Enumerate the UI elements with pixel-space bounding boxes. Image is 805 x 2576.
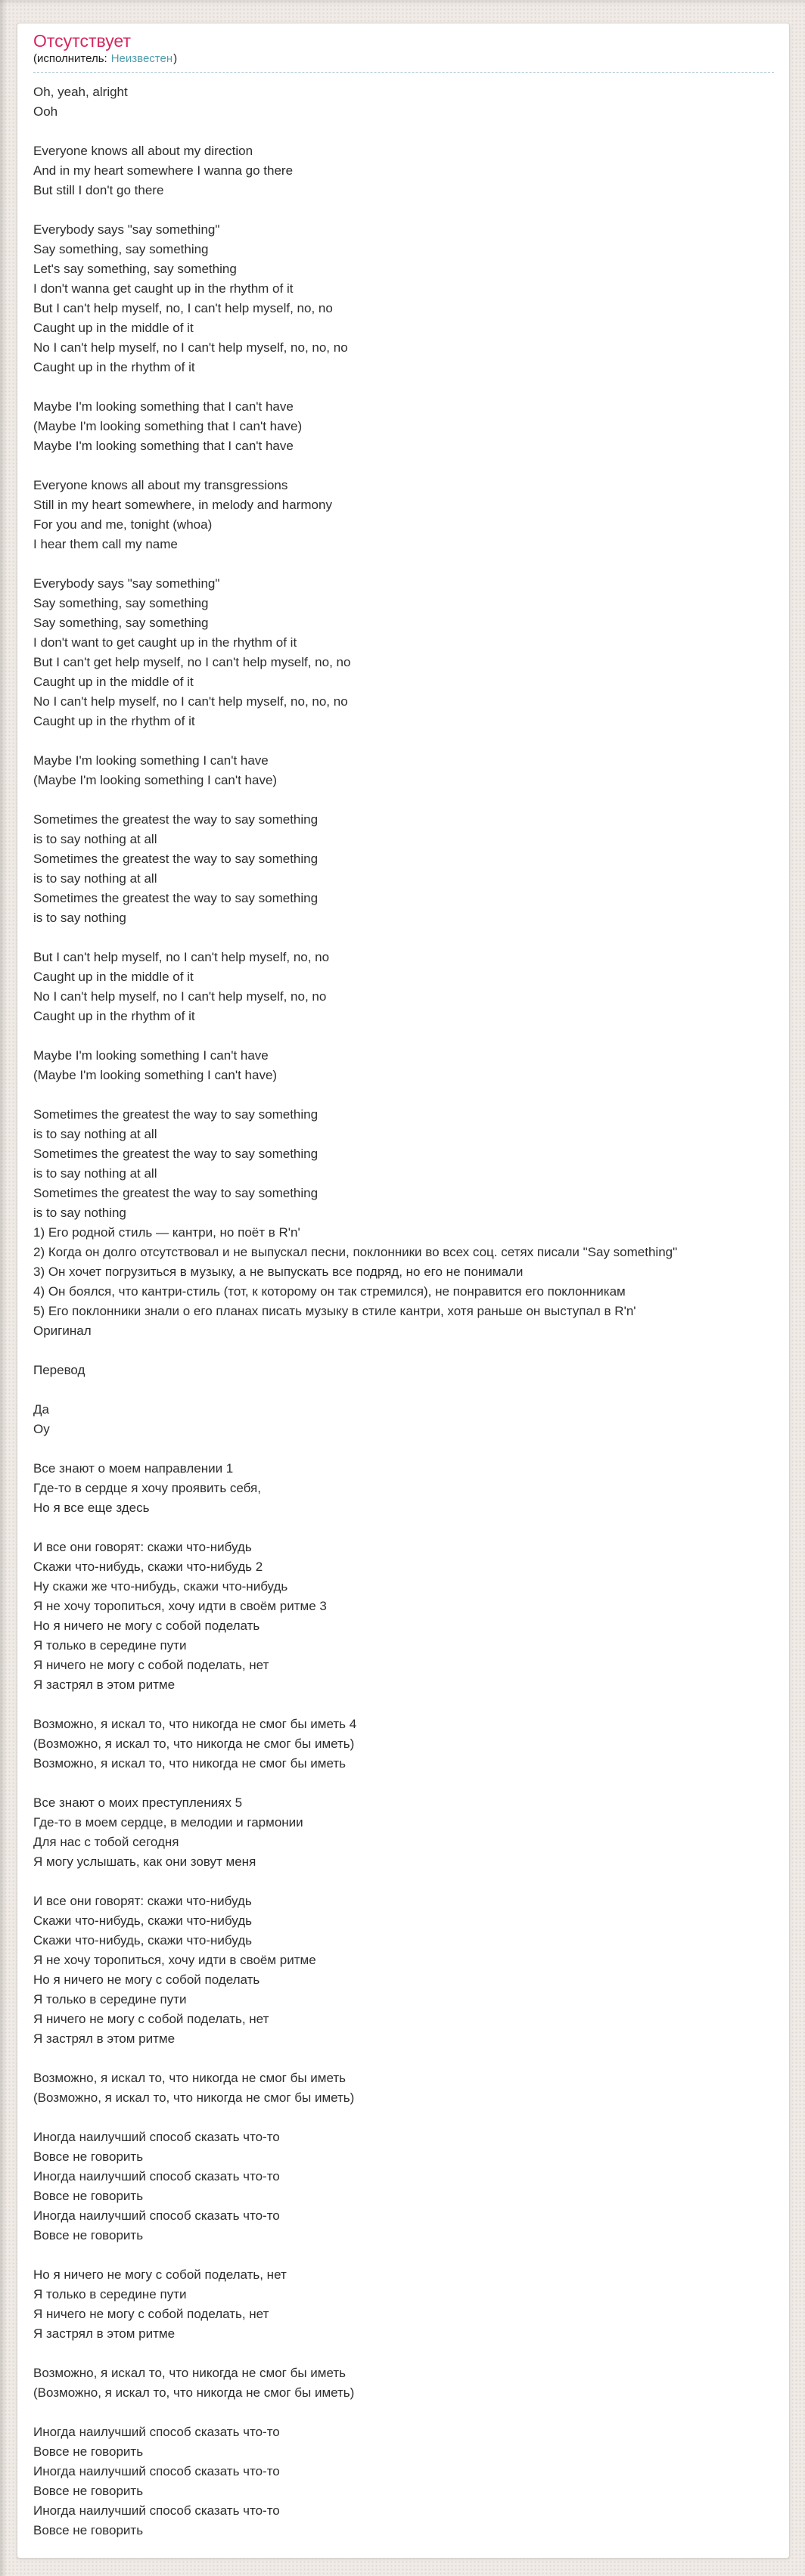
- lyrics-line: Ooh: [33, 104, 58, 119]
- lyrics-line: is to say nothing at all: [33, 1166, 157, 1181]
- lyrics-panel: [17, 23, 790, 2559]
- lyrics-line: Вовсе не говорить: [33, 2523, 144, 2537]
- lyrics-line: Скажи что-нибудь, скажи что-нибудь 2: [33, 1560, 263, 1574]
- lyrics-line: Ну скажи же что-нибудь, скажи что-нибудь: [33, 1579, 288, 1594]
- lyrics-line: (Maybe I'm looking something I can't have): [33, 773, 278, 787]
- lyrics-line: 2) Когда он долго отсутствовал и не выпускал песни, поклонники во всех соц. сетях писали "Say something": [33, 1245, 678, 1259]
- lyrics-line: [33, 2245, 774, 2265]
- lyrics-line: (Maybe I'm looking something I can't have): [33, 1068, 278, 1082]
- lyrics-line: Скажи что-нибудь, скажи что-нибудь: [33, 1933, 252, 1948]
- lyrics-line: Everyone knows all about my transgressions: [33, 478, 288, 492]
- lyrics-line: Но я ничего не могу с собой поделать, нет: [33, 2267, 287, 2282]
- lyrics-line: [33, 1774, 774, 1793]
- lyrics-line: [33, 1439, 774, 1459]
- lyrics-line: Я только в середине пути: [33, 2287, 187, 2301]
- lyrics-line: Вовсе не говорить: [33, 2228, 144, 2242]
- lyrics-line: But I can't get help myself, no I can't help myself, no, no: [33, 655, 351, 669]
- artist-link[interactable]: Неизвестен: [110, 52, 173, 65]
- lyrics-line: Sometimes the greatest the way to say something: [33, 1186, 319, 1200]
- lyrics-line: Sometimes the greatest the way to say something: [33, 852, 319, 866]
- lyrics-line: But I can't help myself, no, I can't help myself, no, no: [33, 301, 333, 315]
- lyrics-line: Я только в середине пути: [33, 1638, 187, 1653]
- lyrics-line: [33, 1695, 774, 1715]
- lyrics-line: Иногда наилучший способ сказать что-то: [33, 2130, 280, 2144]
- lyrics-line: Я застрял в этом ритме: [33, 2031, 176, 2046]
- lyrics-line: is to say nothing at all: [33, 832, 157, 846]
- lyrics-line: 4) Он боялся, что кантри-стиль (тот, к которому он так стремился), не понравится его поклонникам: [33, 1284, 626, 1299]
- lyrics-line: Вовсе не говорить: [33, 2484, 144, 2498]
- lyrics-line: Caught up in the middle of it: [33, 970, 194, 984]
- artist-label: (исполнитель:: [33, 52, 107, 65]
- lyrics-line: [33, 731, 774, 751]
- lyrics-line: [33, 554, 774, 574]
- lyrics-line: Где-то в моем сердце, в мелодии и гармонии: [33, 1815, 303, 1830]
- lyrics-line: [33, 2049, 774, 2069]
- lyrics-line: Иногда наилучший способ сказать что-то: [33, 2425, 280, 2439]
- lyrics-line: Но я ничего не могу с собой поделать: [33, 1619, 260, 1633]
- lyrics-line: I hear them call my name: [33, 537, 178, 551]
- lyrics-text: [33, 82, 774, 2540]
- lyrics-line: I don't wanna get caught up in the rhythm of it: [33, 281, 294, 296]
- lyrics-line: Caught up in the middle of it: [33, 675, 194, 689]
- lyrics-line: [33, 790, 774, 810]
- lyrics-line: Вовсе не говорить: [33, 2149, 144, 2164]
- lyrics-line: И все они говорят: скажи что-нибудь: [33, 1540, 252, 1554]
- lyrics-line: Я застрял в этом ритме: [33, 2326, 176, 2341]
- lyrics-line: [33, 200, 774, 220]
- lyrics-line: [33, 2344, 774, 2363]
- lyrics-line: Иногда наилучший способ сказать что-то: [33, 2169, 280, 2183]
- lyrics-line: Maybe I'm looking something I can't have: [33, 1048, 269, 1063]
- lyrics-line: Я не хочу торопиться, хочу идти в своём ритме: [33, 1953, 316, 1967]
- lyrics-line: Maybe I'm looking something that I can't have: [33, 399, 294, 414]
- song-header: [33, 30, 774, 73]
- lyrics-line: Оригинал: [33, 1324, 92, 1338]
- lyrics-line: Say something, say something: [33, 242, 209, 256]
- lyrics-line: Still in my heart somewhere, in melody and harmony: [33, 498, 332, 512]
- lyrics-line: Но я все еще здесь: [33, 1501, 150, 1515]
- lyrics-line: Let's say something, say something: [33, 262, 237, 276]
- lyrics-line: Возможно, я искал то, что никогда не смог бы иметь 4: [33, 1717, 357, 1731]
- lyrics-line: is to say nothing: [33, 911, 126, 925]
- lyrics-line: Но я ничего не могу с собой поделать: [33, 1972, 260, 1987]
- lyrics-line: No I can't help myself, no I can't help myself, no, no, no: [33, 340, 348, 355]
- lyrics-line: Возможно, я искал то, что никогда не смог бы иметь: [33, 1756, 346, 1771]
- lyrics-line: Где-то в сердце я хочу проявить себя,: [33, 1481, 261, 1495]
- lyrics-line: Я ничего не могу с собой поделать, нет: [33, 2307, 269, 2321]
- lyrics-line: [33, 1026, 774, 1046]
- lyrics-line: [33, 1872, 774, 1892]
- lyrics-line: Иногда наилучший способ сказать что-то: [33, 2503, 280, 2518]
- lyrics-line: Все знают о моих преступлениях 5: [33, 1795, 243, 1810]
- lyrics-line: И все они говорят: скажи что-нибудь: [33, 1894, 252, 1908]
- lyrics-line: Say something, say something: [33, 596, 209, 610]
- lyrics-line: 1) Его родной стиль — кантри, но поёт в R'n': [33, 1225, 300, 1240]
- lyrics-line: is to say nothing at all: [33, 1127, 157, 1141]
- lyrics-line: Возможно, я искал то, что никогда не смог бы иметь: [33, 2071, 346, 2085]
- lyrics-line: Everybody says "say something": [33, 222, 220, 237]
- lyrics-line: (Возможно, я искал то, что никогда не смог бы иметь): [33, 2385, 355, 2400]
- lyrics-line: Оу: [33, 1422, 50, 1436]
- lyrics-line: And in my heart somewhere I wanna go there: [33, 163, 294, 178]
- lyrics-line: Oh, yeah, alright: [33, 85, 128, 99]
- lyrics-line: Caught up in the rhythm of it: [33, 714, 195, 728]
- lyrics-line: Я только в середине пути: [33, 1992, 187, 2006]
- lyrics-line: Maybe I'm looking something that I can't have: [33, 439, 294, 453]
- lyrics-line: Я застрял в этом ритме: [33, 1678, 176, 1692]
- lyrics-line: Я ничего не могу с собой поделать, нет: [33, 1658, 269, 1672]
- lyrics-line: Иногда наилучший способ сказать что-то: [33, 2208, 280, 2223]
- lyrics-line: Caught up in the rhythm of it: [33, 360, 195, 374]
- lyrics-line: Everyone knows all about my direction: [33, 144, 253, 158]
- lyrics-line: [33, 1085, 774, 1105]
- page-top-edge: [0, 0, 805, 5]
- lyrics-line: No I can't help myself, no I can't help myself, no, no: [33, 989, 327, 1004]
- lyrics-line: [33, 1380, 774, 1400]
- lyrics-line: is to say nothing: [33, 1206, 126, 1220]
- lyrics-line: But I can't help myself, no I can't help myself, no, no: [33, 950, 330, 964]
- lyrics-line: Caught up in the rhythm of it: [33, 1009, 195, 1023]
- lyrics-line: Перевод: [33, 1363, 85, 1377]
- lyrics-line: Maybe I'm looking something I can't have: [33, 753, 269, 768]
- lyrics-line: Sometimes the greatest the way to say something: [33, 812, 319, 827]
- artist-line: [33, 51, 774, 67]
- artist-close-paren: ): [173, 52, 178, 65]
- lyrics-line: (Maybe I'm looking something that I can't have): [33, 419, 303, 433]
- lyrics-line: Everybody says "say something": [33, 576, 220, 591]
- lyrics-line: [33, 456, 774, 476]
- lyrics-line: Иногда наилучший способ сказать что-то: [33, 2464, 280, 2478]
- lyrics-line: But still I don't go there: [33, 183, 164, 197]
- lyrics-line: [33, 377, 774, 397]
- lyrics-line: Sometimes the greatest the way to say something: [33, 891, 319, 905]
- lyrics-line: Скажи что-нибудь, скажи что-нибудь: [33, 1913, 252, 1928]
- lyrics-line: Возможно, я искал то, что никогда не смог бы иметь: [33, 2366, 346, 2380]
- lyrics-line: 3) Он хочет погрузиться в музыку, а не выпускать все подряд, но его не понимали: [33, 1265, 524, 1279]
- lyrics-line: [33, 1518, 774, 1538]
- lyrics-line: [33, 122, 774, 141]
- lyrics-line: Вовсе не говорить: [33, 2189, 144, 2203]
- lyrics-line: [33, 928, 774, 948]
- lyrics-line: Все знают о моем направлении 1: [33, 1461, 234, 1476]
- lyrics-line: For you and me, tonight (whoa): [33, 517, 213, 532]
- lyrics-line: [33, 2108, 774, 2128]
- lyrics-line: Sometimes the greatest the way to say something: [33, 1107, 319, 1122]
- lyrics-line: Я могу услышать, как они зовут меня: [33, 1854, 256, 1869]
- lyrics-line: Caught up in the middle of it: [33, 321, 194, 335]
- lyrics-line: Sometimes the greatest the way to say something: [33, 1147, 319, 1161]
- lyrics-line: I don't want to get caught up in the rhythm of it: [33, 635, 297, 650]
- lyrics-line: [33, 2403, 774, 2422]
- lyrics-line: Вовсе не говорить: [33, 2444, 144, 2459]
- lyrics-line: Да: [33, 1402, 49, 1417]
- lyrics-line: is to say nothing at all: [33, 871, 157, 886]
- lyrics-line: 5) Его поклонники знали о его планах писать музыку в стиле кантри, хотя раньше он выступал в R'n': [33, 1304, 636, 1318]
- lyrics-line: (Возможно, я искал то, что никогда не смог бы иметь): [33, 2090, 355, 2105]
- page-left-edge: [0, 0, 7, 2576]
- lyrics-line: (Возможно, я искал то, что никогда не смог бы иметь): [33, 1736, 355, 1751]
- lyrics-line: Я не хочу торопиться, хочу идти в своём ритме 3: [33, 1599, 327, 1613]
- song-title: Отсутствует: [33, 31, 131, 51]
- lyrics-line: No I can't help myself, no I can't help myself, no, no, no: [33, 694, 348, 709]
- lyrics-line: Я ничего не могу с собой поделать, нет: [33, 2012, 269, 2026]
- lyrics-line: [33, 1341, 774, 1361]
- lyrics-line: Для нас с тобой сегодня: [33, 1835, 179, 1849]
- lyrics-line: Say something, say something: [33, 616, 209, 630]
